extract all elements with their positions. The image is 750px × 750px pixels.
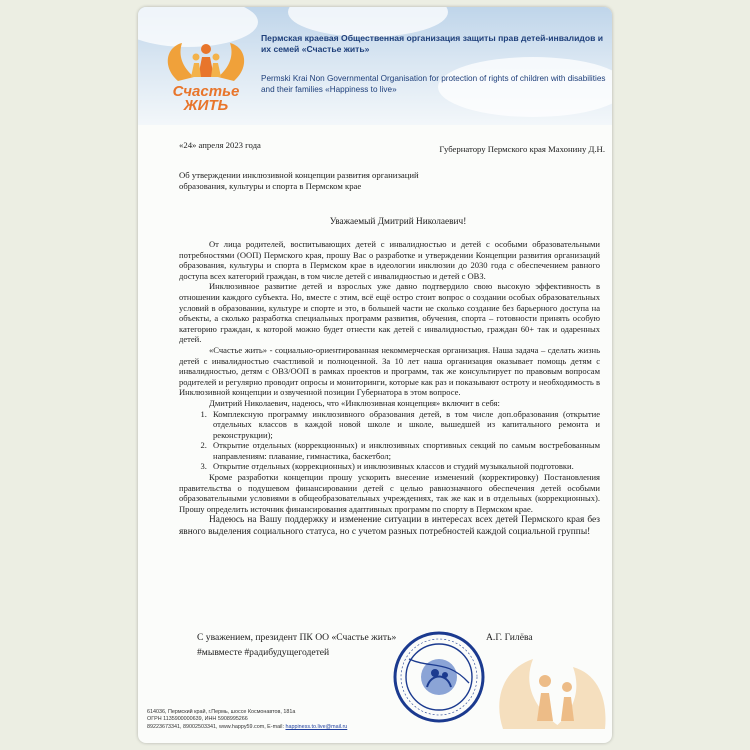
logo-wordmark [156, 85, 256, 113]
signature-line: С уважением, президент ПК ОО «Счастье жить» [197, 632, 397, 643]
paragraph: Дмитрий Николаевич, надеюсь, что «Инклюзивная концепция» включит в себя: [209, 397, 500, 408]
list-item: 3. Открытие отдельных (коррекционных) и инклюзивных классов и студий музыкальной подготовки. [209, 461, 600, 472]
logo-word-1: Счастье [172, 83, 240, 100]
footer-contacts-text: 89223673341, 89002503341, www.happy59.com, E-mail: [147, 723, 284, 730]
paragraph: Инклюзивное развитие детей и взрослых уже давно подтвердило свою высокую эффективность в отношении каждого субъекта. Но, вместе с этим, всё ещё остро стоит вопрос о создании особых образовательных условий в образовании, культуре и спорте и это, в большей части не сколько создание без барьерного доступа на объекты, а сколько разработка специальных программ развития, обучения, спорта – готовности принять особую категорию граждан, к которой можно будет отнести как детей с инвалидностью, граждан 60+ так и одаренных детей. [179, 281, 600, 345]
list-item: 2. Открытие отдельных (коррекционных) и инклюзивных спортивных секций по самым востребованным направлениям: плавание, гимнастика, баскетбол; [209, 440, 600, 461]
watermark-hands-children-icon [493, 629, 608, 737]
paragraph: Кроме разработки концепции прошу ускорить внесение изменений (корректировку) Постановления правительства о подушевом финансировании детей с целью равнозначного обеспечения детей особыми образовательными условиями в общеобразовательных учреждениях, так же как и в отдельных (коррекционных). Прошу определить источник финансирования адаптивных программ по спорту в Пермском крае. [179, 472, 600, 514]
proposal-list [179, 409, 600, 473]
letterhead [138, 7, 612, 125]
hands-family-icon [156, 37, 256, 87]
letter-greeting: Уважаемый Дмитрий Николаевич! [329, 217, 467, 227]
list-item: 1. Комплексную программу инклюзивного образования детей, в том числе доп.образования (открытие отдельных классов в каждой новой школе и школе, вышедшей из капитального ремонта и реконструкции); [209, 409, 600, 441]
letter-date: «24» апреля 2023 года [179, 140, 261, 150]
signer-name: А.Г. Гилёва [486, 632, 533, 643]
closing-paragraph: Надеюсь на Вашу поддержку и изменение ситуации в интересах всех детей Пермского края без явного выделения социального статуса, но с учетом разных потребностей каждой социальной группы! [179, 515, 600, 538]
letter-page [138, 7, 612, 743]
letter-subject: Об утверждении инклюзивной концепции развития организаций образования, культуры и спорта в Пермском крае [179, 170, 419, 192]
org-name-english: Permski Krai Non Governmental Organisation for protection of rights of children with disabilities and their families «Happiness to live» [261, 74, 606, 94]
logo-word-2: ЖИТЬ [183, 97, 229, 114]
footer-contacts [147, 724, 407, 731]
letter-body [179, 239, 600, 538]
footer-address: 614036, Пермский край, г.Пермь, шоссе Космонавтов, 181а [147, 709, 296, 715]
footer-email-link[interactable]: happiness.to.live@mail.ru [285, 723, 348, 730]
org-name-russian: Пермская краевая Общественная организация защиты прав детей-инвалидов и их семей «Счастье жить» [261, 33, 604, 54]
paragraph: «Счастье жить» - социально-ориентированная некоммерческая организация. Наша задача – сделать жизнь детей с инвалидностью счастливой и полноценной. За 10 лет наша организация оказывает помощь детям с инвалидностью, детям с ОВЗ/ООП в рамках проектов и программ, так же консультирует по правовым вопросам родителей и регулярно проводит опросы и мониторинги, которые как раз и показывают остроту и необходимость в Инклюзивной концепции и озвученной позиции Губернатора в этом вопросе. [179, 344, 600, 398]
footer-registration: ОГРН 1135900000639, ИНН 5908995266 [147, 716, 248, 723]
paragraph: От лица родителей, воспитывающих детей с инвалидностью и детей с особыми образовательными потребностями (ООП) Пермского края, прошу Вас о разработке и утверждении Концепции развития организаций образования, культуры и спорта в Пермском крае в идеологии инклюзии до 2030 года с обеспечением равного доступа всех категорий граждан, в том числе детей с инвалидностью и детей с ОВЗ. [179, 239, 600, 281]
hashtags: #мывместе #радибудущегодетей [197, 647, 330, 658]
letter-addressee: Губернатору Пермского края Махонину Д.Н. [439, 144, 605, 154]
letter-footer [147, 709, 407, 731]
organization-logo [156, 37, 256, 119]
